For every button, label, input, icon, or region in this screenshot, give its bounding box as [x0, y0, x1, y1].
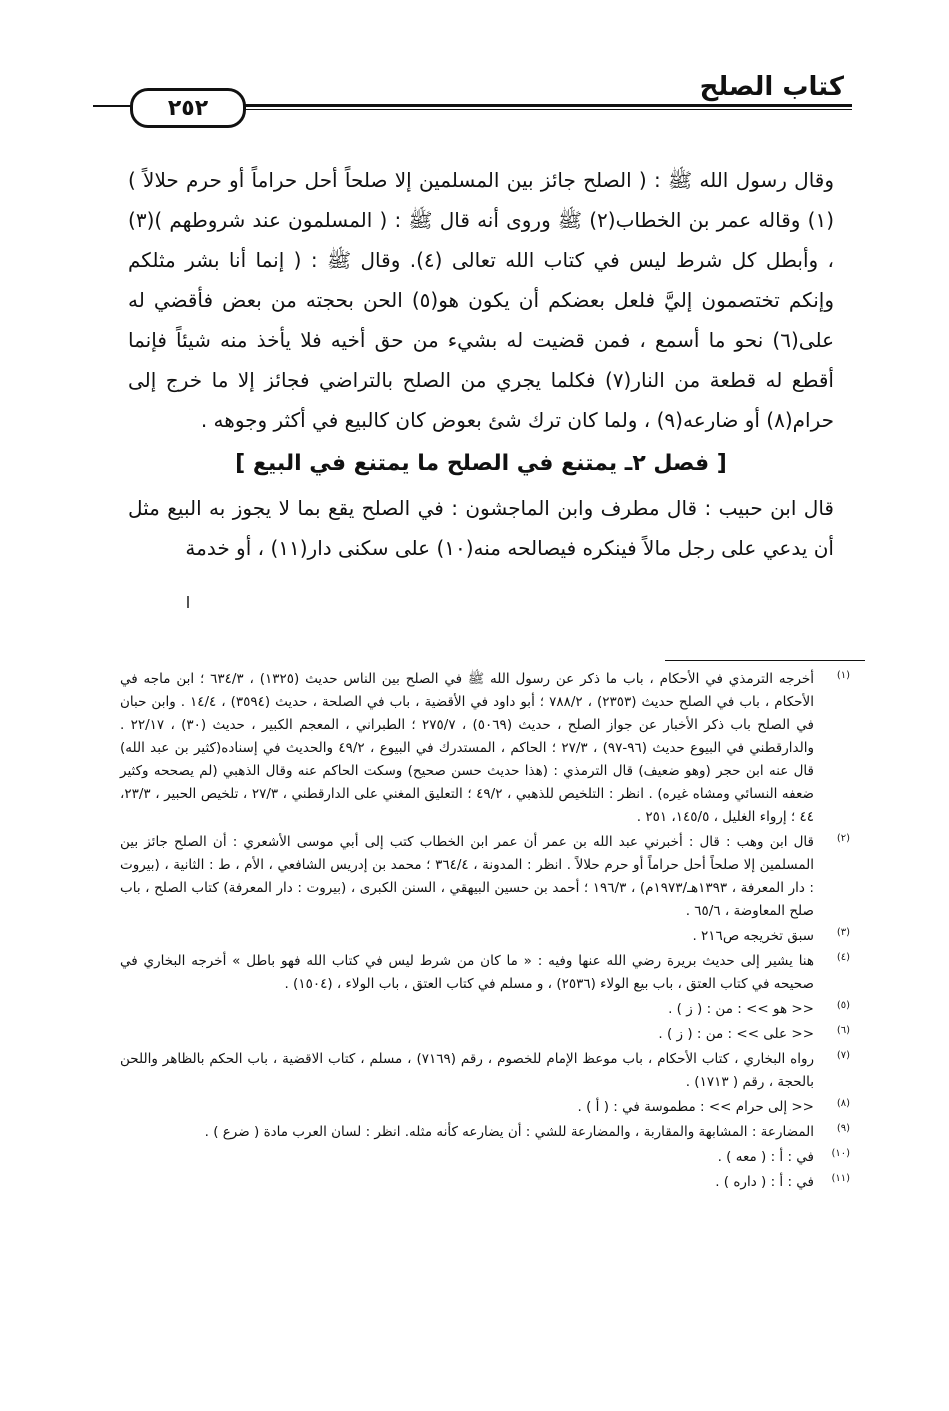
- footnote-number: (٩): [836, 1123, 850, 1134]
- footnote: [120, 1121, 850, 1144]
- header-rule: [230, 104, 852, 110]
- footnote-number: (١): [836, 670, 850, 681]
- footnote-text: سبق تخريجه ص٢١٦ .: [692, 928, 814, 944]
- footnote-separator: [665, 660, 865, 661]
- footnote-text: << هو >> : من : ( ز ) .: [668, 1001, 814, 1017]
- footnote-number: (٣): [836, 927, 850, 938]
- footnote-number: (٧): [836, 1050, 850, 1061]
- footnote-number: (٥): [836, 1000, 850, 1011]
- footnote-text: في : أ : ( داره ) .: [715, 1174, 814, 1190]
- section-heading: [ فصل ٢ـ يمتنع في الصلح ما يمتنع في البيع ]: [235, 451, 727, 476]
- header-title: كتاب الصلح: [699, 72, 844, 102]
- footnote-number: (١٠): [831, 1148, 850, 1159]
- footnotes: [120, 668, 850, 1196]
- footnote-number: (٢): [836, 833, 850, 844]
- footnote-text: قال ابن وهب : قال : أخبرني عبد الله بن عمر أن عمر ابن الخطاب كتب إلى أبي موسى الأشعري : أن الصلح جائز بين المسلمين إلا صلحاً أحل حراماً أو حرم حلالاً . انظر : المدونة ، ٣٦٤/٤ ؛ محمد بن إدريس الشافعي ، الأم ، ط : الثانية ، (بيروت : دار المعرفة ، ١٣٩٣هـ/١٩٧٣م) ، ١٩٦/٣ ؛ أحمد بن حسين البيهقي ، السنن الكبرى ، (بيروت : دار المعرفة) كتاب الصلح ، باب صلح المعاوضة ، ٦٥/٦ .: [120, 834, 814, 919]
- footnote-number: (٨): [836, 1098, 850, 1109]
- footnote-text: المضارعة : المشابهة والمقاربة ، والمضارعة للشي : أن يضارعه كأنه مثله. انظر : لسان العرب مادة ( ضرع ) .: [204, 1124, 814, 1140]
- body-paragraph-2: قال ابن حبيب : قال مطرف وابن الماجشون : في الصلح يقع بما لا يجوز به البيع مثل أن يدعي على رجل مالاً فينكره فيصالحه منه(١٠) على سكنى دار(١١) ، أو خدمة: [128, 496, 834, 560]
- footnote: [120, 1048, 850, 1094]
- running-header: [120, 62, 870, 122]
- footnote-text: في : أ : ( معه ) .: [717, 1149, 814, 1165]
- footnote: [120, 1023, 850, 1046]
- footnote-text: << على >> : من : ( ز ) .: [658, 1026, 814, 1042]
- body-paragraph-1: وقال رسول الله ﷺ : ( الصلح جائز بين المسلمين إلا صلحاً أحل حراماً أو حرم حلالاً )(١) وقاله عمر بن الخطاب(٢) ﷺ وروى أنه قال ﷺ : ( المسلمون عند شروطهم )(٣) ، وأبطل كل شرط ليس في كتاب الله تعالى (٤). وقال ﷺ : ( إنما أنا بشر مثلكم وإنكم تختصمون إليَّ فلعل بعضكم أن يكون هو(٥) الحن بحجته من بعض فأقضي له على(٦) نحو ما أسمع ، فمن قضيت له بشيء من حق أخيه فلا يأخذ منه شيئاً فإنما أقطع له قطعة من النار(٧) فكلما يجري من الصلح بالتراضي فجائز إلا ما خرج إلى حرام(٨) أو ضارعه(٩) ، ولما كان ترك شئ بعوض كان كالبيع في أكثر وجوهه .: [128, 168, 835, 432]
- footnote: [120, 925, 850, 948]
- footnote-text: رواه البخاري ، كتاب الأحكام ، باب موعظ الإمام للخصوم ، رقم (٧١٦٩) ، مسلم ، كتاب الاقضية ، باب الحكم بالظاهر واللحن بالحجة ، رقم ( ١٧١٣) .: [120, 1051, 814, 1090]
- footnote-number: (٤): [836, 952, 850, 963]
- footnote: [120, 950, 850, 996]
- stray-mark: [187, 596, 189, 608]
- footnote-number: (٦): [836, 1025, 850, 1036]
- main-text: [128, 160, 834, 568]
- footnote: [120, 831, 850, 923]
- footnote: [120, 998, 850, 1021]
- footnote: [120, 1171, 850, 1194]
- footnote: [120, 668, 850, 829]
- footnote-text: أخرجه الترمذي في الأحكام ، باب ما ذكر عن رسول الله ﷺ في الصلح بين الناس حديث (١٣٢٥) ، ٦٣٤/٣ ؛ ابن ماجه في الأحكام ، باب في الصلح حديث (٢٣٥٣) ، ٧٨٨/٢ ؛ أبو داود في الأقضية ، باب في الصلحة ، حديث (٣٥٩٤) ، ١٤/٤ . وابن حبان في الصلح باب ذكر الأخبار عن جواز الصلح ، حديث (٥٠٦٩) ، ٢٧٥/٧ ؛ الطبراني ، المعجم الكبير ، حديث (٣٠) ، ٢٢/١٧ . والدارقطني في البيوع حديث (٩٦-٩٧) ، ٢٧/٣ ؛ الحاكم ، المستدرك في البيوع ، ٤٩/٢ والحديث في إسناده(كثير بن عبد الله) قال عنه ابن حجر (وهو ضعيف) قال الترمذي : (هذا حديث حسن صحيح) وسكت الحاكم عنه وقال الذهبي (لم يصححه وكثير ضعفه النسائي ومشاه غيره) . انظر : التلخيص للذهبي ، ٤٩/٢ ؛ التعليق المغني على الدارقطني ، ٢٧/٣ ، تلخيص الحبير ، ٢٣/٣، ٤٤ ؛ إرواء الغليل ، ١٤٥/٥، ٢٥١ .: [120, 671, 814, 825]
- footnote: [120, 1096, 850, 1119]
- footnote-number: (١١): [831, 1173, 850, 1184]
- page-number: ٢٥٢: [130, 88, 246, 128]
- footnote: [120, 1146, 850, 1169]
- footnote-text: هنا يشير إلى حديث بريرة رضي الله عنها وفيه : « ما كان من شرط ليس في كتاب الله فهو باطل » أخرجه البخاري في صحيحه في كتاب العتق ، باب بيع الولاء (٢٥٣٦) ، و مسلم في كتاب العتق ، باب الولاء ، (١٥٠٤) .: [120, 953, 814, 992]
- footnote-text: << إلى حرام >> : مطموسة في : ( أ ) .: [577, 1099, 814, 1115]
